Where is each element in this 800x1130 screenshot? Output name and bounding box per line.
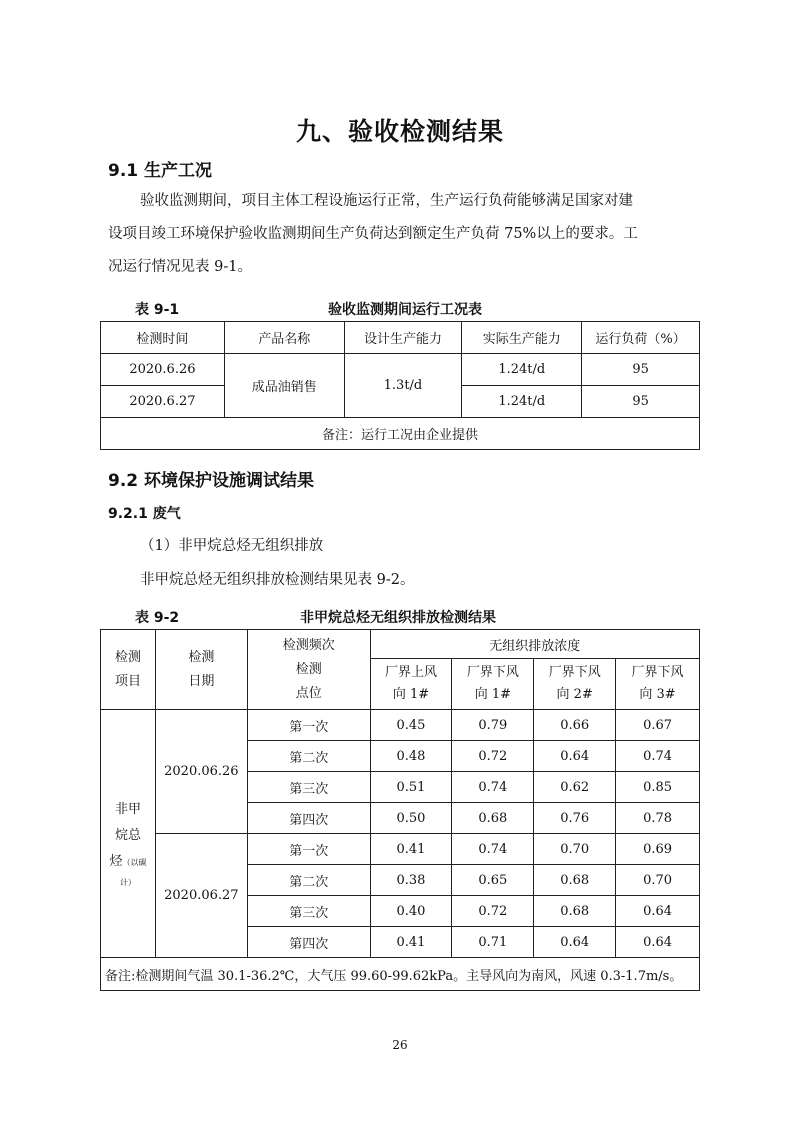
design-capacity-cell: 1.3t/d xyxy=(344,354,462,418)
header-frequency-cell xyxy=(247,630,370,710)
value-cell: 0.45 xyxy=(370,710,452,741)
header-text: 厂界下风 xyxy=(466,665,519,680)
value-cell: 0.79 xyxy=(452,710,534,741)
header-cell: 设计生产能力 xyxy=(344,322,462,354)
header-text: 厂界下风 xyxy=(631,665,684,680)
paragraph-line: 况运行情况见表 9-1。 xyxy=(108,259,252,275)
value-cell: 0.69 xyxy=(616,834,700,865)
item-text-part: 烃 xyxy=(109,854,123,869)
frequency-cell: 第一次 xyxy=(247,710,370,741)
table-row xyxy=(101,710,700,741)
item-unit: （以碳 xyxy=(122,858,147,867)
frequency-cell: 第一次 xyxy=(247,834,370,865)
table-note-row xyxy=(101,958,700,991)
value-cell: 0.64 xyxy=(534,927,616,958)
header-text: 向 2# xyxy=(556,687,593,702)
value-cell: 0.64 xyxy=(616,896,700,927)
value-cell: 0.71 xyxy=(452,927,534,958)
value-cell: 0.74 xyxy=(452,834,534,865)
table-9-1-title: 验收监测期间运行工况表 xyxy=(328,302,482,318)
load-cell: 95 xyxy=(582,354,700,386)
value-cell: 0.41 xyxy=(370,927,452,958)
subsection-heading-9-2-1: 9.2.1 废气 xyxy=(108,506,181,522)
value-cell: 0.72 xyxy=(452,741,534,772)
value-cell: 0.66 xyxy=(534,710,616,741)
item-cell xyxy=(101,710,156,958)
table-note: 备注：运行工况由企业提供 xyxy=(101,418,700,450)
frequency-cell: 第四次 xyxy=(247,803,370,834)
value-cell: 0.64 xyxy=(534,741,616,772)
header-text: 检测 xyxy=(188,649,215,665)
value-cell: 0.70 xyxy=(616,865,700,896)
header-text: 日期 xyxy=(188,673,215,689)
header-cell: 检测时间 xyxy=(101,322,225,354)
value-cell: 0.51 xyxy=(370,772,452,803)
item-heading: （1）非甲烷总烃无组织排放 xyxy=(140,538,324,554)
value-cell: 0.62 xyxy=(534,772,616,803)
paragraph-line: 设项目竣工环境保护验收监测期间生产负荷达到额定生产负荷 75%以上的要求。工 xyxy=(108,226,638,242)
point-header-cell xyxy=(370,659,452,710)
date-cell: 2020.6.27 xyxy=(101,386,225,418)
page-number: 26 xyxy=(392,1038,408,1052)
header-text: 项目 xyxy=(114,673,141,689)
table-header-row xyxy=(101,322,700,354)
date-cell: 2020.6.26 xyxy=(101,354,225,386)
value-cell: 0.64 xyxy=(616,927,700,958)
header-item-cell xyxy=(101,630,156,710)
header-concentration-cell: 无组织排放浓度 xyxy=(370,630,699,659)
value-cell: 0.74 xyxy=(452,772,534,803)
header-date-cell xyxy=(155,630,247,710)
item-text: 非甲 xyxy=(114,802,141,817)
frequency-cell: 第三次 xyxy=(247,772,370,803)
header-text: 向 3# xyxy=(639,687,676,702)
table-row xyxy=(101,354,700,386)
header-text: 点位 xyxy=(295,685,322,701)
table-note-row xyxy=(101,418,700,450)
value-cell: 0.68 xyxy=(452,803,534,834)
frequency-cell: 第三次 xyxy=(247,896,370,927)
value-cell: 0.41 xyxy=(370,834,452,865)
table-9-1-label: 表 9-1 xyxy=(135,302,180,318)
header-text: 检测频次 xyxy=(282,637,335,653)
value-cell: 0.72 xyxy=(452,896,534,927)
frequency-cell: 第二次 xyxy=(247,741,370,772)
value-cell: 0.70 xyxy=(534,834,616,865)
header-text: 检测 xyxy=(114,649,141,665)
value-cell: 0.65 xyxy=(452,865,534,896)
paragraph-9-1 xyxy=(108,185,708,284)
item-text xyxy=(101,849,155,876)
value-cell: 0.68 xyxy=(534,865,616,896)
header-cell: 运行负荷（%） xyxy=(582,322,700,354)
value-cell: 0.85 xyxy=(616,772,700,803)
value-cell: 0.74 xyxy=(616,741,700,772)
paragraph-line: 验收监测期间，项目主体工程设施运行正常，生产运行负荷能够满足国家对建 xyxy=(140,193,633,209)
table-9-1 xyxy=(100,321,700,450)
header-cell: 产品名称 xyxy=(224,322,344,354)
table-9-2 xyxy=(100,629,700,991)
frequency-cell: 第四次 xyxy=(247,927,370,958)
date-cell: 2020.06.27 xyxy=(155,834,247,958)
load-cell: 95 xyxy=(582,386,700,418)
section-heading-9-2: 9.2 环境保护设施调试结果 xyxy=(108,471,315,491)
value-cell: 0.68 xyxy=(534,896,616,927)
value-cell: 0.50 xyxy=(370,803,452,834)
value-cell: 0.78 xyxy=(616,803,700,834)
table-header-row xyxy=(101,630,700,659)
header-text: 向 1# xyxy=(474,687,511,702)
item-unit: 计） xyxy=(119,878,136,887)
point-header-cell xyxy=(452,659,534,710)
actual-capacity-cell: 1.24t/d xyxy=(462,386,582,418)
point-header-cell xyxy=(534,659,616,710)
product-cell: 成品油销售 xyxy=(224,354,344,418)
value-cell: 0.40 xyxy=(370,896,452,927)
value-cell: 0.76 xyxy=(534,803,616,834)
frequency-cell: 第二次 xyxy=(247,865,370,896)
paragraph-9-2: 非甲烷总烃无组织排放检测结果见表 9-2。 xyxy=(140,572,415,588)
date-cell: 2020.06.26 xyxy=(155,710,247,834)
header-text: 检测 xyxy=(295,661,322,677)
point-header-cell xyxy=(616,659,700,710)
table-row xyxy=(101,834,700,865)
value-cell: 0.67 xyxy=(616,710,700,741)
section-heading-9-1: 9.1 生产工况 xyxy=(108,161,213,181)
table-9-2-title: 非甲烷总烃无组织排放检测结果 xyxy=(300,610,496,626)
header-text: 厂界上风 xyxy=(384,665,437,680)
value-cell: 0.38 xyxy=(370,865,452,896)
table-9-2-label: 表 9-2 xyxy=(135,610,180,626)
page-title: 九、验收检测结果 xyxy=(295,117,504,146)
header-text: 向 1# xyxy=(392,687,430,702)
header-text: 厂界下风 xyxy=(548,665,601,680)
actual-capacity-cell: 1.24t/d xyxy=(462,354,582,386)
item-text: 烷总 xyxy=(114,828,141,843)
header-cell: 实际生产能力 xyxy=(462,322,582,354)
table-note: 备注:检测期间气温 30.1-36.2℃，大气压 99.60-99.62kPa。主导风向为南风，风速 0.3-1.7m/s。 xyxy=(101,958,700,991)
value-cell: 0.48 xyxy=(370,741,452,772)
